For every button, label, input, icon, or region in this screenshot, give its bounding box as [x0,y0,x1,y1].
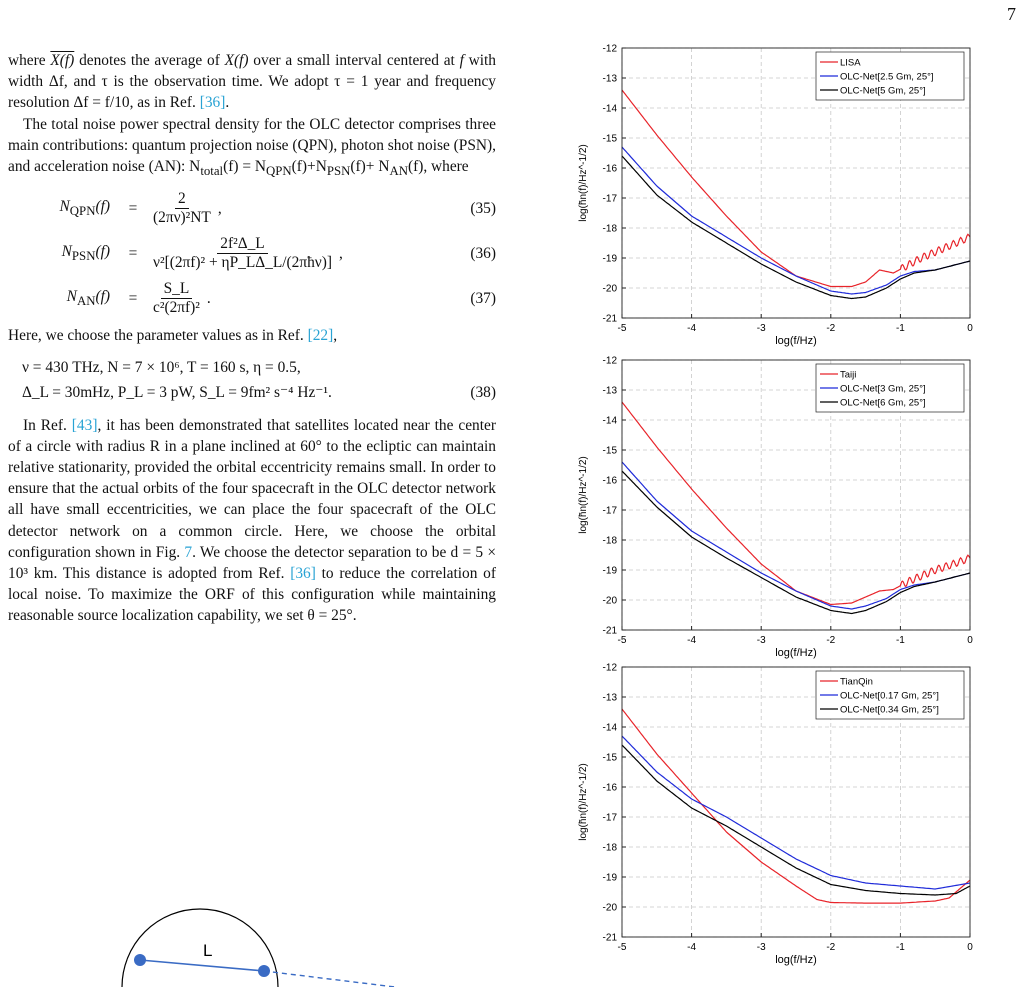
spacecraft-dot [258,965,270,977]
x-tick-label: -4 [687,323,697,334]
arm-label: L [203,941,213,960]
equation-number: (35) [470,200,496,218]
equation-fraction: $\frac{S\_L}{\text{c²(2πf)²}}$ [153,280,200,317]
equation-lhs: $N_{QPN}(f)$ [59,197,110,218]
legend-label: OLC-Net[6 Gm, 25°] [840,397,926,409]
y-axis-label: log(h̃n(f)/Hz^-1/2) [578,144,589,222]
y-tick-label: -17 [602,812,617,824]
equation-lhs: $N_{PSN}(f)$ [61,242,110,263]
y-tick-label: -12 [602,43,617,55]
citation-link[interactable]: [43] [71,416,98,434]
y-tick-label: -19 [602,565,617,577]
paragraph-4: In Ref. [43], it has been demonstrated that satellites located near the center of a circle with radius R in a plane inclined at 60° to the ecliptic can maintain relative stationarity, provided the orbital eccentricity remains small. In order to ensure that the actual orbits of the four spacecraft in the OLC detector network all have small eccentricities, we can place the four spacecraft of the OLC detector network on a common circle. Here, we choose the orbital configuration shown in Fig. 7. We choose the detector separation to be d = 5 × 10³ km. This distance is adopted from Ref. [36] to reduce the correlation of local noise. To maximize the ORF of this configuration while maintaining reasonable source localization capability, we set θ = 25°. [8,416,497,625]
y-tick-label: -18 [602,535,617,547]
equation-number: (38) [470,383,496,401]
x-tick-label: 0 [967,942,973,953]
equation-number: (37) [470,290,496,308]
equations-block [8,190,496,317]
y-tick-label: -20 [602,595,617,607]
y-tick-label: -18 [602,842,617,854]
y-axis-label: log(h̃n(f)/Hz^-1/2) [578,763,589,841]
x-tick-label: -4 [687,635,697,646]
y-tick-label: -21 [602,932,617,944]
equation-fraction: $\frac{2}{\text{(2πν)²NT}}$ [153,190,211,227]
equation-lhs: $N_{AN}(f)$ [66,287,110,308]
chart-panel [578,44,973,348]
x-tick-label: -1 [895,942,905,953]
x-tick-label: -4 [687,942,697,953]
x-tick-label: -3 [756,635,766,646]
paragraph-2: The total noise power spectral density for the OLC detector comprises three main contributions: quantum projection noise (QPN), photon shot noise (PSN), and acceleration noise (AN): $N_{total}(f) = N_{QPN}(f)+N_{PSN}(f)+ N_{AN}(f)$, where [8,115,496,179]
x-axis-label: log(f/Hz) [775,647,817,659]
legend-label: LISA [840,57,861,69]
legend-label: OLC-Net[2.5 Gm, 25°] [840,71,934,83]
y-tick-label: -16 [602,163,617,175]
x-tick-label: -5 [617,635,627,646]
noise-curves-figure [560,40,1010,980]
x-tick-label: -3 [756,323,766,334]
paragraph-1: where X(f) denotes the average of X(f) over a small interval centered at f with width Δf, and τ is the observation time. We adopt τ = 1 year and frequency resolution Δf = f/10, as in Ref. [36]. [8,52,496,112]
y-tick-label: -20 [602,902,617,914]
y-tick-label: -17 [602,505,617,517]
baseline-arm [140,960,264,971]
y-tick-label: -14 [602,103,617,115]
equation-row: $N_{AN}(f)$ = $\frac{S\_L}{\text{c²(2πf)²}}$ . (37) [8,280,496,317]
y-axis-label: log(h̃n(f)/Hz^-1/2) [578,456,589,534]
x-tick-label: -2 [826,942,836,953]
y-tick-label: -16 [602,782,617,794]
chart-panel [578,663,973,967]
legend-label: Taiji [840,369,857,381]
xbar-symbol: X(f) [50,52,75,69]
y-tick-label: -15 [602,752,617,764]
x-tick-label: 0 [967,635,973,646]
y-tick-label: -15 [602,445,617,457]
legend-label: OLC-Net[0.34 Gm, 25°] [840,704,939,716]
page-number: 7 [1007,4,1016,24]
y-tick-label: -18 [602,223,617,235]
orbit-circle-arc [122,909,278,987]
citation-link[interactable]: [36] [199,94,226,112]
x-tick-label: -2 [826,323,836,334]
paragraph-3: Here, we choose the parameter values as in Ref. [22], [8,327,338,345]
y-tick-label: -19 [602,872,617,884]
x-tick-label: 0 [967,323,973,334]
x-tick-label: -2 [826,635,836,646]
figure-link[interactable]: 7 [184,543,193,561]
y-tick-label: -19 [602,253,617,265]
legend-label: OLC-Net[0.17 Gm, 25°] [840,690,939,702]
equation-number: (36) [470,245,496,263]
parameter-equation [22,355,496,405]
y-tick-label: -21 [602,313,617,325]
y-tick-label: -15 [602,133,617,145]
legend-label: TianQin [840,676,873,688]
y-tick-label: -13 [602,385,617,397]
y-tick-label: -12 [602,355,617,367]
x-tick-label: -5 [617,323,627,334]
y-tick-label: -12 [602,662,617,674]
equation-row: $N_{PSN}(f)$ = $\frac{\text{2f²Δ\_L}}{\text{ν²[(2πf)² + ηP\_LΔ\_L/(2πħν)]}}$ , (36) [8,235,496,272]
y-tick-label: -20 [602,283,617,295]
citation-link[interactable]: [22] [307,327,334,345]
y-tick-label: -17 [602,193,617,205]
citation-link[interactable]: [36] [290,564,316,582]
x-axis-label: log(f/Hz) [775,954,817,966]
y-tick-label: -14 [602,415,617,427]
legend-label: OLC-Net[5 Gm, 25°] [840,85,926,97]
x-tick-label: -3 [756,942,766,953]
chart-panel [578,356,973,660]
x-tick-label: -5 [617,942,627,953]
y-tick-label: -14 [602,722,617,734]
left-column [8,50,496,627]
orbit-figure [0,888,520,987]
spacecraft-dot [134,954,146,966]
legend-label: OLC-Net[3 Gm, 25°] [840,383,926,395]
x-tick-label: -1 [895,635,905,646]
x-axis-label: log(f/Hz) [775,335,817,347]
param-line-2: Δ_L = 30mHz, P_L = 3 pW, S_L = 9fm² s⁻⁴ Hz⁻¹. [22,383,332,401]
equation-row: $N_{QPN}(f)$ = $\frac{2}{\text{(2πν)²NT}}$ , (35) [8,190,496,227]
x-tick-label: -1 [895,323,905,334]
y-tick-label: -16 [602,475,617,487]
y-tick-label: -21 [602,625,617,637]
y-tick-label: -13 [602,692,617,704]
dashed-arrow [264,971,395,987]
param-line-1: ν = 430 THz, N = 7 × 10⁶, T = 160 s, η = 0.5, [22,358,301,376]
y-tick-label: -13 [602,73,617,85]
equation-fraction: $\frac{\text{2f²Δ\_L}}{\text{ν²[(2πf)² + ηP\_LΔ\_L/(2πħν)]}}$ [153,235,332,272]
